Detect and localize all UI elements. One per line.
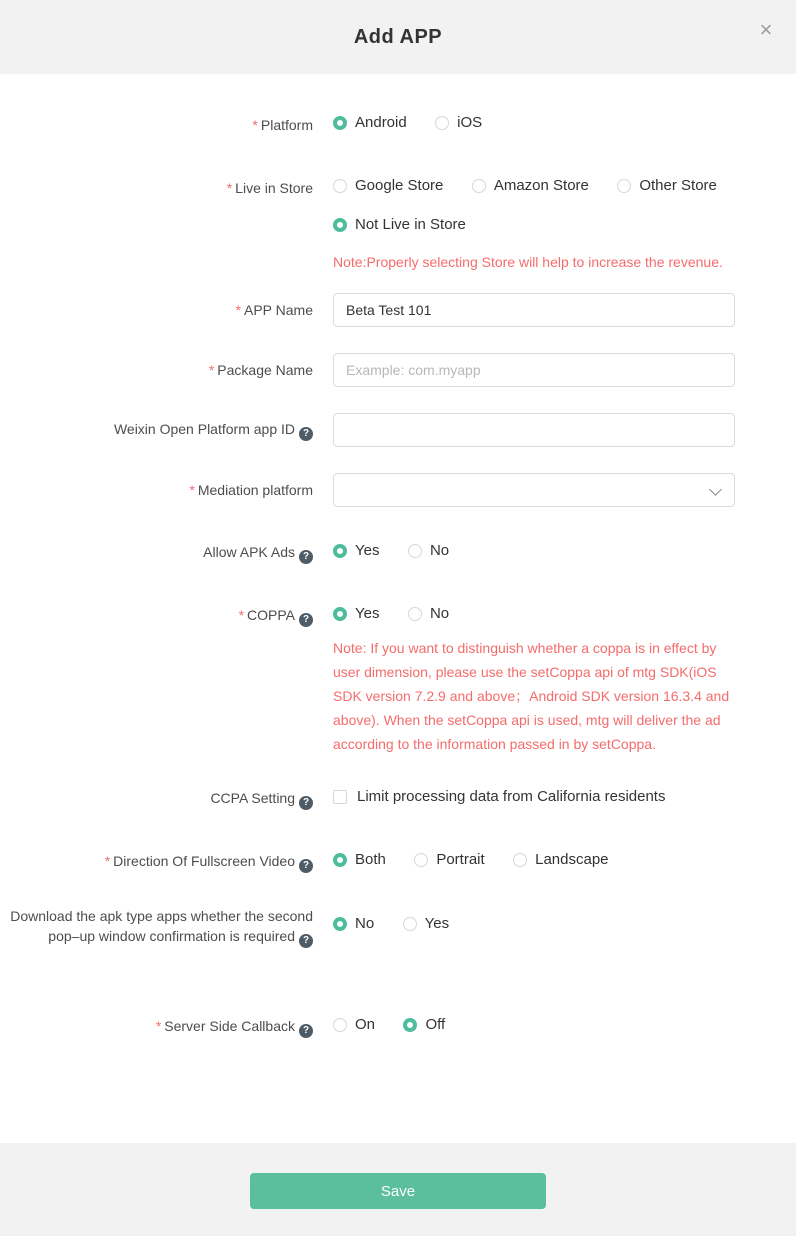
allow-apk-ads-row [0,541,796,564]
coppa-note-row [0,636,796,756]
radio-server-callback-off[interactable]: Off [403,1015,445,1035]
package-name-label: * Package Name [208,362,313,378]
not-live-in-store-row [0,215,796,238]
radio-unchecked-icon [403,917,417,931]
mediation-platform-row [0,473,796,507]
radio-direction-portrait[interactable]: Portrait [414,850,484,870]
radio-unchecked-icon [333,179,347,193]
radio-unchecked-icon [513,853,527,867]
coppa-note: Note: If you want to distinguish whether a coppa is in effect by user dimension, please use the setCoppa api of mtg SDK(iOS SDK version 7.2.9 and above；Android SDK version 16.3.4 and above). When the setCoppa api is used, mtg will deliver the ad according to the information passed in by setCoppa. [333,640,730,752]
radio-coppa-yes[interactable]: Yes [333,604,379,624]
help-icon[interactable] [299,934,313,948]
apk-confirm-row [0,906,796,948]
radio-platform-android[interactable]: Android [333,113,407,133]
radio-platform-ios[interactable]: iOS [435,113,482,133]
server-callback-label: * Server Side Callback ? [0,1016,313,1038]
radio-checked-icon [333,116,347,130]
server-callback-row [0,1015,796,1038]
package-name-row [0,353,796,387]
allow-apk-ads-label: Allow APK Ads ? [0,542,313,564]
chevron-down-icon [709,483,722,496]
app-name-label: * APP Name [235,302,313,318]
radio-other-store[interactable]: Other Store [617,176,717,196]
help-icon[interactable] [299,427,313,441]
mediation-platform-select[interactable] [333,473,735,507]
radio-apk-ads-no[interactable]: No [408,541,449,561]
store-note: Note:Properly selecting Store will help to increase the revenue. [333,254,723,270]
direction-row [0,850,796,873]
close-icon[interactable]: × [752,16,780,44]
dialog-header [0,0,796,74]
radio-checked-icon [333,917,347,931]
save-button[interactable]: Save [250,1173,546,1209]
live-in-store-label: * Live in Store [226,179,313,196]
required-asterisk: * [226,179,233,196]
ccpa-setting-label: CCPA Setting ? [0,788,313,810]
help-icon[interactable] [299,796,313,810]
radio-checked-icon [333,544,347,558]
radio-direction-both[interactable]: Both [333,850,386,870]
help-icon[interactable] [299,1024,313,1038]
required-asterisk: * [208,362,215,378]
direction-label: * Direction Of Fullscreen Video ? [0,851,313,873]
radio-unchecked-icon [617,179,631,193]
required-asterisk: * [104,852,111,869]
radio-apk-ads-yes[interactable]: Yes [333,541,379,561]
radio-unchecked-icon [408,544,422,558]
radio-coppa-no[interactable]: No [408,604,449,624]
radio-checked-icon [333,607,347,621]
app-name-input[interactable] [333,293,735,327]
package-name-input[interactable] [333,353,735,387]
dialog-body [0,74,796,1143]
radio-amazon-store[interactable]: Amazon Store [472,176,589,196]
coppa-row [0,604,796,627]
radio-not-live-in-store[interactable]: Not Live in Store [333,215,466,235]
ccpa-limit-checkbox[interactable]: Limit processing data from California residents [333,787,665,807]
required-asterisk: * [238,606,245,623]
help-icon[interactable] [299,550,313,564]
radio-apk-confirm-yes[interactable]: Yes [403,914,449,934]
radio-checked-icon [333,218,347,232]
apk-confirm-label: Download the apk type apps whether the second pop–up window confirmation is required? [0,906,313,948]
radio-apk-confirm-no[interactable]: No [333,914,374,934]
required-asterisk: * [189,482,195,498]
weixin-app-id-input[interactable] [333,413,735,447]
radio-google-store[interactable]: Google Store [333,176,443,196]
checkbox-unchecked-icon [333,790,347,804]
store-note-row [0,249,796,275]
required-asterisk: * [252,116,258,133]
live-in-store-row [0,176,796,199]
ccpa-setting-row [0,787,796,810]
help-icon[interactable] [299,613,313,627]
weixin-app-id-row [0,413,796,447]
platform-row [0,113,796,136]
radio-unchecked-icon [414,853,428,867]
radio-unchecked-icon [408,607,422,621]
radio-unchecked-icon [333,1018,347,1032]
dialog-footer [0,1143,796,1236]
dialog-title: Add APP [353,25,443,48]
radio-server-callback-on[interactable]: On [333,1015,375,1035]
help-icon[interactable] [299,859,313,873]
radio-checked-icon [403,1018,417,1032]
radio-unchecked-icon [435,116,449,130]
coppa-label: * COPPA ? [0,605,313,627]
platform-label: * Platform [252,116,313,133]
radio-unchecked-icon [472,179,486,193]
required-asterisk: * [155,1017,162,1034]
radio-checked-icon [333,853,347,867]
app-name-row [0,293,796,327]
mediation-platform-label: * Mediation platform [189,482,313,498]
weixin-app-id-label: Weixin Open Platform app ID? [0,419,313,441]
radio-direction-landscape[interactable]: Landscape [513,850,608,870]
required-asterisk: * [235,302,241,318]
